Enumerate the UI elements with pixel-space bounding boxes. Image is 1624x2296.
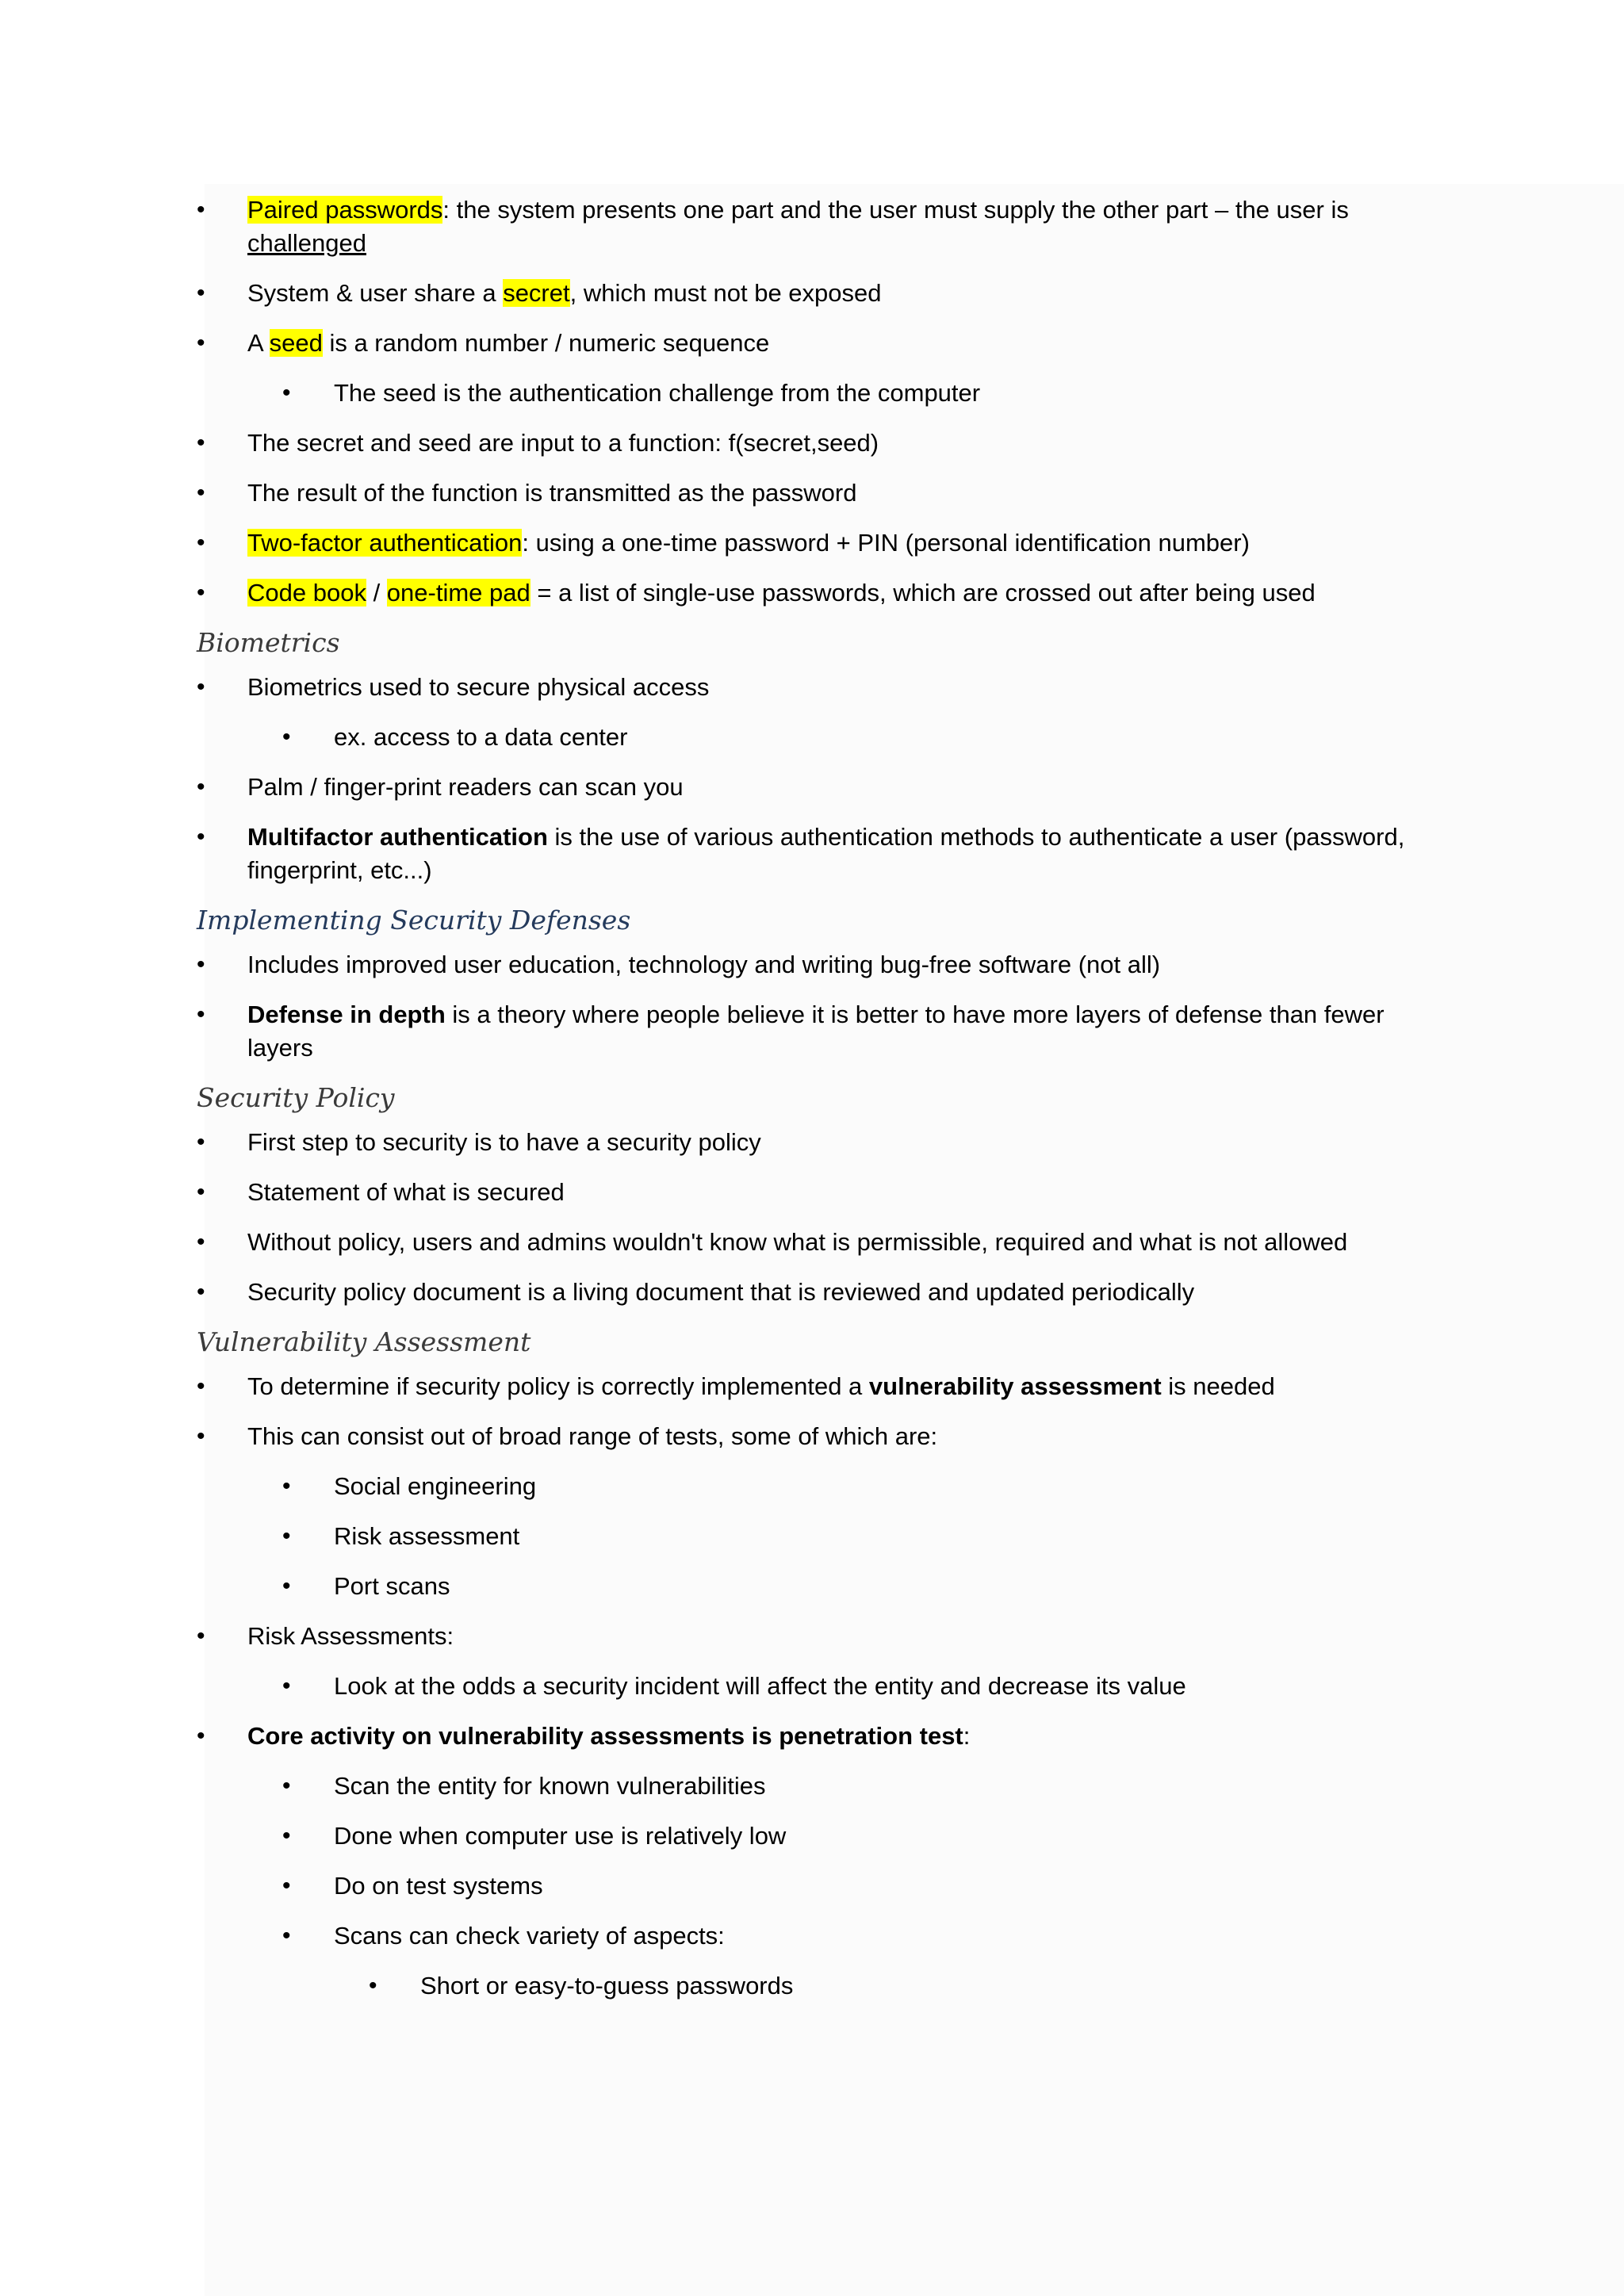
- bullet-icon: •: [282, 1773, 291, 1799]
- list-item-text: Done when computer use is relatively low: [334, 1822, 787, 1850]
- list-item-text: :: [963, 1722, 971, 1750]
- list-item-text: /: [366, 579, 387, 607]
- list-item-text: is needed: [1161, 1372, 1275, 1400]
- bullet-icon: •: [197, 674, 205, 700]
- bullet-icon: •: [282, 1573, 291, 1599]
- list-item-text: Do on test systems: [334, 1872, 543, 1900]
- list-item-text: The seed is the authentication challenge from the computer: [334, 379, 981, 407]
- list-item-text: is a random number / numeric sequence: [322, 329, 770, 357]
- list-item-text: Palm / finger-print readers can scan you: [247, 773, 684, 801]
- bullet-icon: •: [197, 774, 205, 800]
- list-item: [197, 671, 1450, 704]
- bullet-icon: •: [197, 1179, 205, 1205]
- sub-list-item: [197, 1820, 1450, 1853]
- list-item-text: Social engineering: [334, 1472, 537, 1500]
- list-item-text: , which must not be exposed: [569, 279, 882, 307]
- list-item-seed: [197, 327, 1450, 360]
- highlighted-term: Two-factor authentication: [247, 529, 523, 557]
- list-item: [197, 1420, 1450, 1453]
- sub-list-item: [197, 1869, 1450, 1903]
- list-item-function: [197, 427, 1450, 460]
- list-item-text: A: [247, 329, 270, 357]
- bullet-icon: •: [197, 1623, 205, 1649]
- list-item-text: Security policy document is a living document that is reviewed and updated periodically: [247, 1278, 1195, 1306]
- list-item-text: is the use of various authentication methods to authenticate a user (password, fingerprint, etc...): [247, 823, 1405, 884]
- list-item-defense-in-depth: [197, 998, 1450, 1065]
- list-item: [197, 1276, 1450, 1309]
- list-item-text: Port scans: [334, 1572, 450, 1600]
- list-item-text: To determine if security policy is correctly implemented a: [247, 1372, 869, 1400]
- bold-term: vulnerability assessment: [868, 1372, 1162, 1400]
- list-item: [197, 1176, 1450, 1209]
- list-item: [197, 1126, 1450, 1159]
- list-item-text: Scans can check variety of aspects:: [334, 1922, 725, 1950]
- section-heading-defenses: Implementing Security Defenses: [197, 905, 631, 936]
- bullet-icon: •: [197, 1373, 205, 1399]
- bold-term: Multifactor authentication: [247, 823, 548, 851]
- bullet-icon: •: [282, 1473, 291, 1499]
- sub-list-item: [197, 721, 1450, 754]
- bullet-icon: •: [282, 380, 291, 406]
- bullet-icon: •: [282, 724, 291, 750]
- highlighted-term: seed: [269, 329, 323, 357]
- document-content: [197, 193, 1450, 2019]
- list-item-text: This can consist out of broad range of tests, some of which are:: [247, 1422, 938, 1450]
- sub-list-item: [197, 1570, 1450, 1603]
- sub-list-item: [197, 1520, 1450, 1553]
- bullet-icon: •: [369, 1973, 377, 1999]
- list-item: [197, 771, 1450, 804]
- list-item-text: The secret and seed are input to a function: f(secret,seed): [247, 429, 879, 457]
- list-item-secret: [197, 277, 1450, 310]
- list-item-text: Look at the odds a security incident will affect the entity and decrease its value: [334, 1672, 1186, 1700]
- list-item: [197, 1226, 1450, 1259]
- bullet-icon: •: [197, 1001, 205, 1027]
- bullet-icon: •: [197, 480, 205, 506]
- highlighted-term: one-time pad: [386, 579, 530, 607]
- bullet-icon: •: [197, 430, 205, 456]
- sub-list-item-seed-challenge: [197, 377, 1450, 410]
- sub-list-item: [197, 1770, 1450, 1803]
- bullet-icon: •: [197, 951, 205, 978]
- list-item-text: The result of the function is transmitted as the password: [247, 479, 857, 507]
- list-item-multifactor: [197, 821, 1450, 887]
- list-item-text: : using a one-time password + PIN (personal identification number): [522, 529, 1250, 557]
- list-item-text: = a list of single-use passwords, which are crossed out after being used: [530, 579, 1316, 607]
- list-item-text: Includes improved user education, technology and writing bug-free software (not all): [247, 951, 1161, 978]
- bold-term: Core activity on vulnerability assessments is penetration test: [247, 1722, 963, 1750]
- list-item-text: Short or easy-to-guess passwords: [420, 1972, 794, 1999]
- bullet-icon: •: [197, 580, 205, 606]
- list-item: [197, 948, 1450, 982]
- section-heading-security-policy: Security Policy: [197, 1082, 395, 1113]
- list-item-text: ex. access to a data center: [334, 723, 628, 751]
- sub-list-item: [197, 1919, 1450, 1953]
- highlighted-term: secret: [503, 279, 570, 307]
- sub-sub-list-item: [197, 1969, 1450, 2003]
- sub-list-item: [197, 1470, 1450, 1503]
- bullet-icon: •: [197, 530, 205, 556]
- bullet-icon: •: [197, 280, 205, 306]
- section-heading-biometrics: Biometrics: [197, 627, 340, 658]
- bullet-icon: •: [197, 1129, 205, 1155]
- list-item-text: Scan the entity for known vulnerabilities: [334, 1772, 766, 1800]
- section-heading-vulnerability-assessment: Vulnerability Assessment: [197, 1326, 531, 1357]
- bullet-icon: •: [197, 1229, 205, 1255]
- list-item-text: First step to security is to have a security policy: [247, 1128, 761, 1156]
- list-item: [197, 1370, 1450, 1403]
- bullet-icon: •: [197, 1423, 205, 1449]
- highlighted-term: Paired passwords: [247, 196, 443, 224]
- list-item-code-book: [197, 576, 1450, 610]
- list-item-text: Risk Assessments:: [247, 1622, 454, 1650]
- bullet-icon: •: [282, 1923, 291, 1949]
- list-item-paired-passwords: [197, 193, 1450, 260]
- list-item-two-factor: [197, 526, 1450, 560]
- bullet-icon: •: [197, 824, 205, 850]
- list-item-text: System & user share a: [247, 279, 504, 307]
- bullet-icon: •: [282, 1873, 291, 1899]
- bullet-icon: •: [197, 330, 205, 356]
- bullet-icon: •: [197, 197, 205, 223]
- bullet-icon: •: [197, 1279, 205, 1305]
- list-item-text: is a theory where people believe it is better to have more layers of defense than fewer layers: [247, 1001, 1385, 1062]
- list-item: [197, 1620, 1450, 1653]
- bullet-icon: •: [197, 1723, 205, 1749]
- list-item-text: : the system presents one part and the user must supply the other part – the user is: [442, 196, 1349, 224]
- list-item-text: Biometrics used to secure physical access: [247, 673, 710, 701]
- highlighted-term: Code book: [247, 579, 366, 607]
- list-item-text: Risk assessment: [334, 1522, 520, 1550]
- sub-list-item: [197, 1670, 1450, 1703]
- bullet-icon: •: [282, 1823, 291, 1849]
- bold-term: Defense in depth: [247, 1001, 446, 1028]
- list-item-result: [197, 476, 1450, 510]
- underlined-term: challenged: [247, 229, 366, 257]
- bullet-icon: •: [282, 1673, 291, 1699]
- list-item-penetration-test: [197, 1720, 1450, 1753]
- bullet-icon: •: [282, 1523, 291, 1549]
- list-item-text: Statement of what is secured: [247, 1178, 565, 1206]
- list-item-text: Without policy, users and admins wouldn't know what is permissible, required and what is not allowed: [247, 1228, 1348, 1256]
